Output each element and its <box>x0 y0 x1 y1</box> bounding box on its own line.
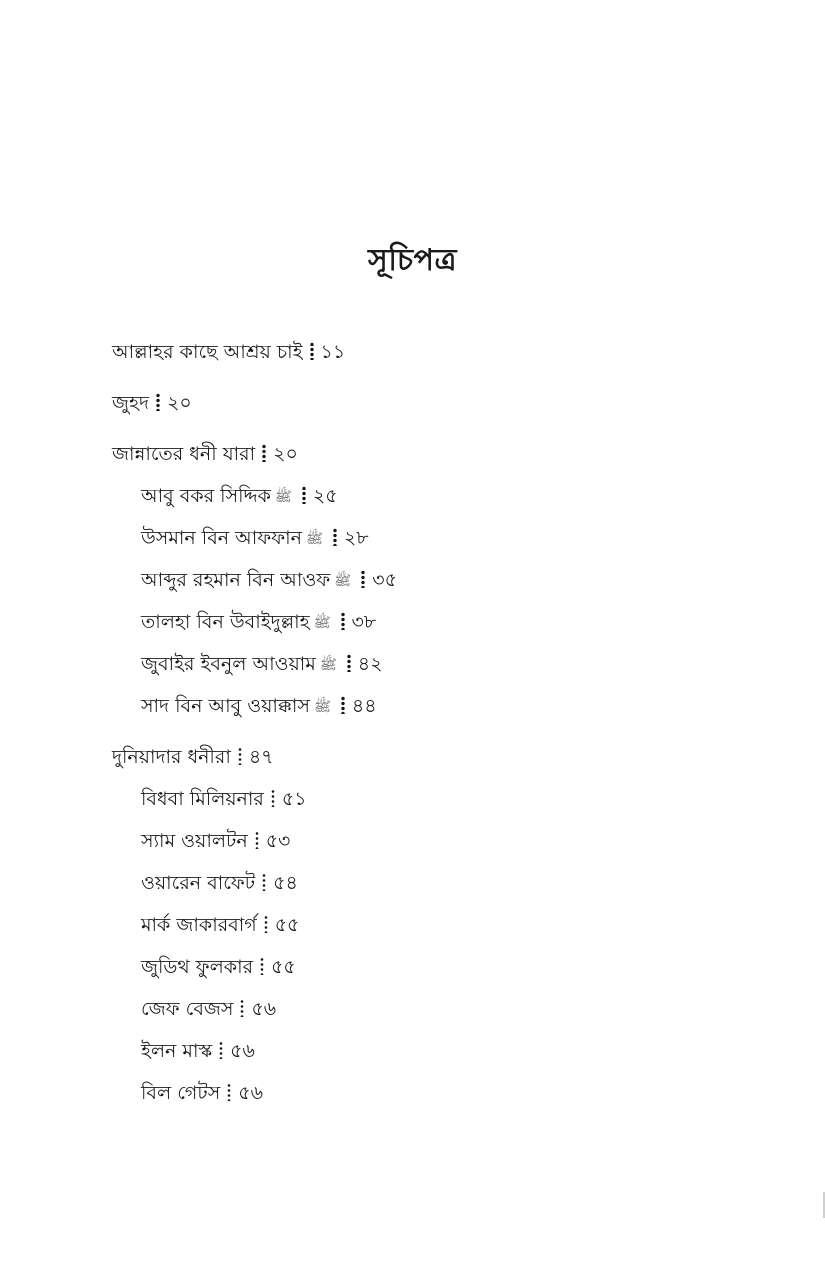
toc-page-number: ৪৭ <box>248 746 274 768</box>
dotted-separator <box>262 444 266 462</box>
toc-entry <box>112 389 752 417</box>
toc-subentry <box>112 995 752 1023</box>
toc-page-number: ৫৫ <box>271 956 296 978</box>
toc-subentry <box>112 911 752 939</box>
dotted-separator <box>341 612 345 630</box>
toc-entry-title: আব্দুর রহমান বিন আওফ <box>141 569 331 591</box>
toc-subentry <box>112 1037 752 1065</box>
toc-entry-title: উসমান বিন আফফান <box>141 527 302 549</box>
toc-entry-title: বিধবা মিলিয়নার <box>141 788 264 810</box>
toc-entry-title: জেফ বেজস <box>141 998 234 1020</box>
honorific-glyph: ﷺ <box>313 699 331 715</box>
toc-entry-title: জুডিথ ফুলকার <box>141 956 254 978</box>
dotted-separator <box>310 342 314 360</box>
toc-entry-title: সাদ বিন আবু ওয়াক্কাস <box>141 695 310 717</box>
dotted-separator <box>262 873 266 891</box>
toc-page-number: ৪২ <box>357 653 383 675</box>
toc-subentry <box>112 1079 752 1107</box>
honorific-glyph: ﷺ <box>313 615 331 631</box>
toc-entry-title: দুনিয়াদার ধনীরা <box>112 746 231 768</box>
toc-subentry <box>112 785 752 813</box>
toc-subentry <box>112 524 752 552</box>
dotted-separator <box>302 486 306 504</box>
honorific-glyph: ﷺ <box>319 657 337 673</box>
toc-entry-title: স্যাম ওয়ালটন <box>141 830 248 852</box>
dotted-separator <box>271 789 275 807</box>
toc-entry-title: আবু বকর সিদ্দিক <box>141 485 271 507</box>
toc-page-number: ৫৬ <box>238 1082 263 1104</box>
toc-page-number: ৩৮ <box>351 611 377 633</box>
toc-entry <box>112 743 752 771</box>
toc-subentry <box>112 827 752 855</box>
toc-page-number: ৫৩ <box>265 830 291 852</box>
toc-entry-title: তালহা বিন উবাইদুল্লাহ <box>141 611 310 633</box>
toc-page-number: ৫৪ <box>273 872 298 894</box>
dotted-separator <box>264 915 268 933</box>
toc-page-number: ২০ <box>166 392 192 414</box>
dotted-separator <box>361 570 365 588</box>
dotted-separator <box>227 1083 231 1101</box>
toc-entry-title: জুহদ <box>112 392 149 414</box>
toc-entry-title: মার্ক জাকারবার্গ <box>141 914 257 936</box>
toc-subentry <box>112 566 752 594</box>
toc-page-number: ৫১ <box>281 788 307 810</box>
dotted-separator <box>238 747 242 765</box>
toc-subentry <box>112 650 752 678</box>
toc-entry <box>112 440 752 468</box>
toc-subentry <box>112 692 752 720</box>
toc-entry-title: ওয়ারেন বাফেট <box>141 872 256 894</box>
toc-page-number: ৫৬ <box>230 1040 255 1062</box>
dotted-separator <box>333 528 337 546</box>
toc-entry-title: ইলন মাস্ক <box>141 1040 213 1062</box>
honorific-glyph: ﷺ <box>305 531 323 547</box>
dotted-separator <box>255 831 259 849</box>
toc-subentry <box>112 953 752 981</box>
honorific-glyph: ﷺ <box>274 489 292 505</box>
dotted-separator <box>341 696 345 714</box>
toc-page-number: ৩৫ <box>372 569 397 591</box>
toc-page-number: ২৫ <box>312 485 338 507</box>
toc-entry <box>112 338 752 366</box>
toc-page-number: ৫৫ <box>274 914 300 936</box>
honorific-glyph: ﷺ <box>334 573 352 589</box>
dotted-separator <box>260 957 264 975</box>
toc-page-number: ৪৪ <box>351 695 377 717</box>
toc-subentry <box>112 869 752 897</box>
dotted-separator <box>347 654 351 672</box>
toc-entry-title: বিল গেটস <box>141 1082 221 1104</box>
page-title: সূচিপত্র <box>368 243 457 278</box>
dotted-separator <box>240 999 244 1017</box>
toc-page-number: ২০ <box>273 443 298 465</box>
toc-page-number: ২৮ <box>343 527 369 549</box>
toc-subentry <box>112 608 752 636</box>
table-of-contents <box>112 338 752 1107</box>
toc-subentry <box>112 482 752 510</box>
toc-entry-title: জান্নাতের ধনী যারা <box>112 443 256 465</box>
dotted-separator <box>219 1041 223 1059</box>
toc-page-number: ৫৬ <box>251 998 277 1020</box>
dotted-separator <box>156 393 160 411</box>
toc-entry-title: জুবাইর ইবনুল আওয়াম <box>141 653 316 675</box>
toc-page-number: ১১ <box>320 341 346 363</box>
toc-entry-title: আল্লাহর কাছে আশ্রয় চাই <box>112 341 303 363</box>
